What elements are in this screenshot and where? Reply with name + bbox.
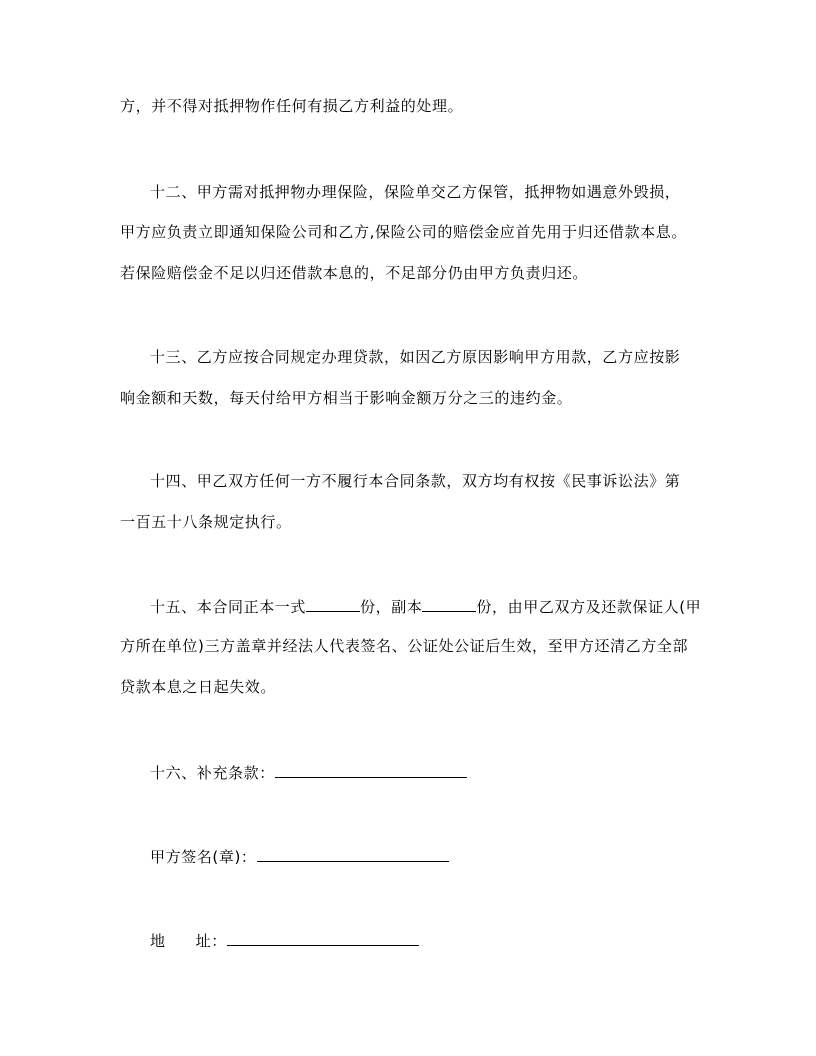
paragraph-line-1: 方，并不得对抵押物作任何有损乙方利益的处理。 (120, 97, 464, 115)
address-line (150, 929, 419, 951)
address-blank (227, 929, 419, 946)
clause-14-line-2: 一百五十八条规定执行。 (120, 513, 292, 531)
supplementary-terms-blank (275, 761, 467, 778)
original-copies-blank (306, 595, 360, 612)
clause-12-line-3: 若保险赔偿金不足以归还借款本息的，不足部分仍由甲方负责归还。 (120, 264, 589, 282)
clause-12-line-1: 十二、甲方需对抵押物办理保险，保险单交乙方保管，抵押物如遇意外毁损， (150, 183, 681, 201)
clause-13-line-2: 响金额和天数，每天付给甲方相当于影响金额万分之三的违约金。 (120, 389, 573, 407)
clause-13-line-1: 十三、乙方应按合同规定办理贷款，如因乙方原因影响甲方用款，乙方应按影 (150, 348, 681, 366)
party-a-signature-label: 甲方签名(章)： (150, 848, 257, 866)
party-a-signature-blank (257, 845, 449, 862)
clause-15-text-c: 份，由甲乙双方及还款保证人(甲 (476, 598, 702, 616)
clause-15-line-1 (150, 595, 701, 617)
clause-14-line-1: 十四、甲乙双方任何一方不履行本合同条款，双方均有权按《民事诉讼法》第 (150, 472, 681, 490)
address-label-char-1: 地 (150, 932, 166, 950)
clause-15-line-3: 贷款本息之日起失效。 (120, 678, 277, 696)
clause-15-text-b: 份，副本 (360, 598, 423, 616)
clause-16-line (150, 761, 467, 783)
clause-15-line-2: 方所在单位)三方盖章并经法人代表签名、公证处公证后生效，至甲方还清乙方全部 (120, 637, 689, 655)
party-a-signature-line (150, 845, 449, 867)
address-label-char-2: 址： (195, 932, 227, 950)
clause-12-line-2: 甲方应负责立即通知保险公司和乙方,保险公司的赔偿金应首先用于归还借款本息。 (120, 223, 687, 241)
duplicate-copies-blank (422, 595, 476, 612)
clause-15-text-a: 十五、本合同正本一式 (150, 598, 307, 616)
supplementary-terms-label: 十六、补充条款： (150, 764, 275, 782)
